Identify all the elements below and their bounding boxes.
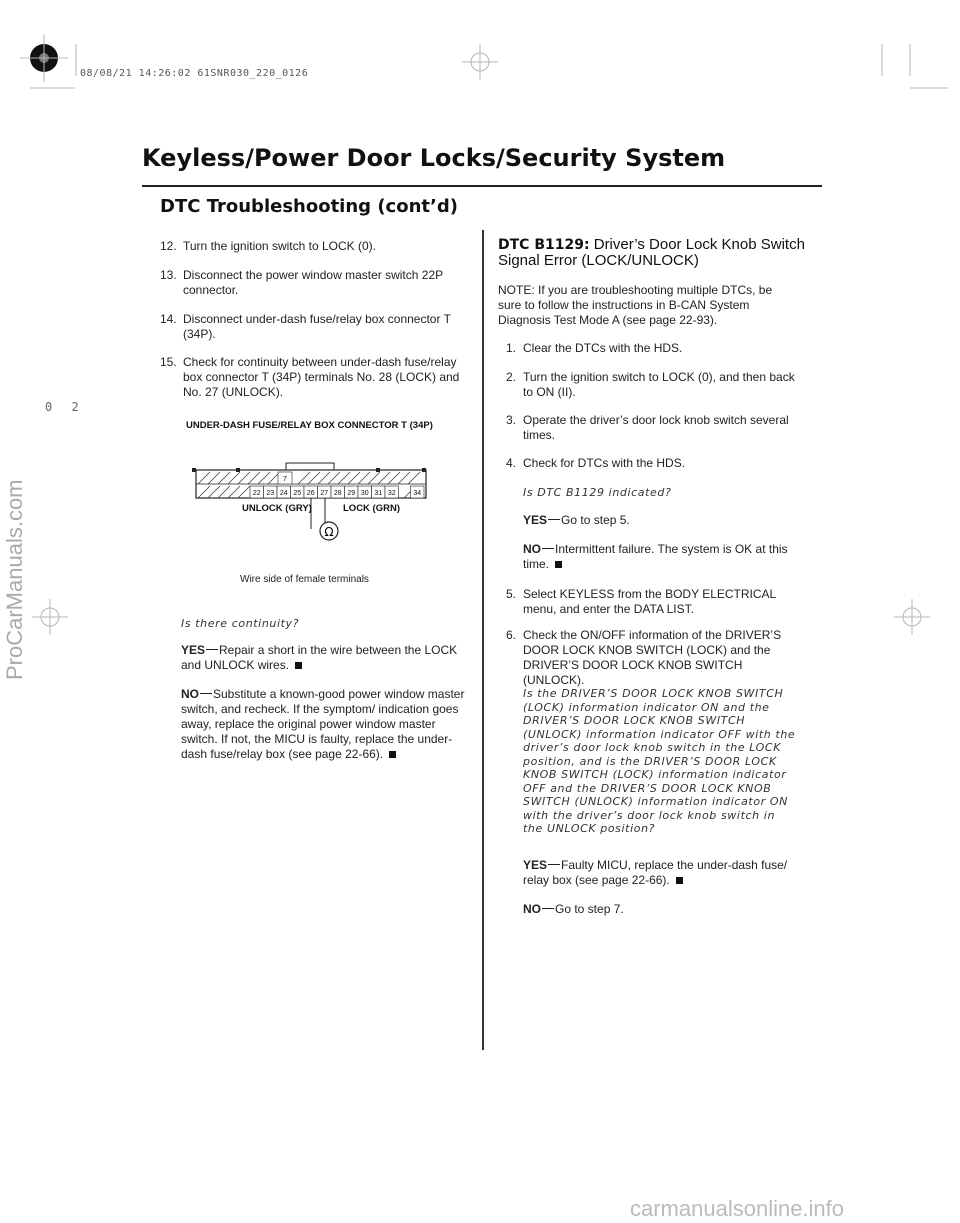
end-mark — [295, 662, 302, 669]
continuity-question: Is there continuity? — [181, 617, 300, 630]
step-2 — [506, 370, 806, 400]
pin-29: 29 — [347, 490, 356, 497]
end-mark — [389, 751, 396, 758]
ohmmeter-symbol: Ω — [324, 525, 334, 539]
pin-28: 28 — [333, 490, 342, 497]
yes-text: Go to step 5. — [561, 513, 630, 527]
step-14 — [160, 312, 460, 342]
step-text: Check the ON/OFF information of the DRIVER’S DOOR LOCK KNOB SWITCH (LOCK) and the DRIVER’S DOOR LOCK KNOB SWITCH (UNLOCK). — [523, 628, 782, 687]
em-dash — [548, 519, 560, 520]
pin-30: 30 — [360, 490, 369, 497]
step-text: Disconnect the power window master switch 22P connector. — [183, 268, 443, 297]
bottom-watermark: carmanualsonline.info — [630, 1196, 845, 1221]
result-no-left — [181, 687, 466, 762]
em-dash — [542, 548, 554, 549]
result-yes-left — [181, 643, 466, 673]
yes-label: YES — [523, 513, 548, 527]
pin-32: 32 — [387, 490, 396, 497]
dtc-code: DTC B1129: — [498, 237, 590, 253]
step-13 — [160, 268, 460, 298]
step-text: Disconnect under-dash fuse/relay box connector T (34P). — [183, 312, 451, 341]
step-number: 2. — [506, 370, 517, 384]
no-text: Go to step 7. — [555, 902, 624, 916]
step-text: Turn the ignition switch to LOCK (0). — [183, 239, 376, 253]
yes-label: YES — [181, 643, 206, 657]
dtc-title: Driver’s Door Lock Knob Switch Signal Error (LOCK/UNLOCK) — [498, 236, 805, 269]
pin-31: 31 — [374, 490, 383, 497]
em-dash — [206, 649, 218, 650]
side-watermark: ProCarManuals.com — [2, 479, 27, 680]
em-dash — [548, 864, 560, 865]
step-text: Check for continuity between under-dash fuse/relay box connector T (34P) terminals No. 28 (LOCK) and No. 27 (UNLOCK). — [183, 355, 460, 399]
pin-25: 25 — [293, 490, 302, 497]
em-dash — [542, 908, 554, 909]
step-number: 12. — [160, 239, 177, 253]
column-divider — [482, 230, 484, 1050]
pin-22: 22 — [252, 490, 261, 497]
step-12 — [160, 239, 460, 254]
step-text: Select KEYLESS from the BODY ELECTRICAL menu, and enter the DATA LIST. — [523, 587, 776, 616]
result-yes-2 — [523, 858, 803, 888]
step-text: Operate the driver’s door lock knob switch several times. — [523, 413, 789, 442]
yes-label: YES — [523, 858, 548, 872]
no-text: Intermittent failure. The system is OK at this time. — [523, 542, 788, 571]
step-number: 6. — [506, 628, 517, 642]
crop-marks — [0, 0, 960, 120]
unlock-wire-label: UNLOCK (GRY) — [242, 503, 312, 514]
result-no-2 — [523, 902, 803, 917]
step-number: 3. — [506, 413, 517, 427]
lock-status-question: Is the DRIVER’S DOOR LOCK KNOB SWITCH (LOCK) information indicator ON and the DRIVER’S DOOR LOCK KNOB SWITCH (UNLOCK) information indicator OFF with the driver’s door lock knob switch in the LOCK position, and is the DRIVER’S DOOR LOCK KNOB SWITCH (LOCK) information indicator OFF and the DRIVER’S DOOR LOCK KNOB SWITCH (UNLOCK) information indicator ON with the driver’s door lock knob switch in the UNLOCK position? — [523, 687, 796, 835]
step-number: 13. — [160, 268, 177, 282]
yes-text: Repair a short in the wire between the LOCK and UNLOCK wires. — [181, 643, 458, 672]
pin-23: 23 — [266, 490, 275, 497]
step-number: 4. — [506, 456, 517, 470]
pin-26: 26 — [306, 490, 315, 497]
no-label: NO — [523, 542, 541, 556]
step-number: 1. — [506, 341, 517, 355]
pin-34: 34 — [413, 490, 422, 497]
no-label: NO — [523, 902, 541, 916]
pin-27: 27 — [320, 490, 329, 497]
no-label: NO — [181, 687, 199, 701]
side-number: 0 2 — [45, 400, 85, 414]
end-mark — [555, 561, 562, 568]
no-text: Substitute a known-good power window master switch, and recheck. If the symptom/ indication goes away, replace the original power window master switch. If not, the MICU is faulty, replace the under-dash fuse/relay box (see page 22-66). — [181, 687, 465, 761]
step-1 — [506, 341, 806, 356]
step-4 — [506, 456, 806, 471]
step-3 — [506, 413, 806, 443]
step-text: Clear the DTCs with the HDS. — [523, 341, 683, 355]
pin-7: 7 — [283, 476, 287, 483]
lock-wire-label: LOCK (GRN) — [343, 503, 400, 514]
result-yes-1 — [523, 513, 803, 528]
dtc-question: Is DTC B1129 indicated? — [523, 486, 672, 499]
step-text: Turn the ignition switch to LOCK (0), and then back to ON (II). — [523, 370, 795, 399]
side-crop-marks — [0, 590, 960, 650]
pin-24: 24 — [279, 490, 288, 497]
step-number: 5. — [506, 587, 517, 601]
print-stamp: 08/08/21 14:26:02 61SNR030_220_0126 — [80, 68, 309, 79]
connector-title: UNDER-DASH FUSE/RELAY BOX CONNECTOR T (34P) — [186, 420, 433, 431]
step-5 — [506, 587, 811, 617]
step-number: 14. — [160, 312, 177, 326]
result-no-1 — [523, 542, 803, 572]
em-dash — [200, 693, 212, 694]
step-6 — [506, 628, 806, 688]
end-mark — [676, 877, 683, 884]
step-text: Check for DTCs with the HDS. — [523, 456, 686, 470]
dtc-heading — [498, 237, 818, 269]
note: NOTE: If you are troubleshooting multiple DTCs, be sure to follow the instructions in B-CAN System Diagnosis Test Mode A (see page 22-93). — [498, 283, 773, 327]
connector-caption: Wire side of female terminals — [240, 574, 369, 585]
section-title: DTC Troubleshooting (cont’d) — [160, 196, 458, 217]
yes-text: Faulty MICU, replace the under-dash fuse/ relay box (see page 22-66). — [523, 858, 788, 887]
page-title: Keyless/Power Door Locks/Security System — [142, 144, 726, 172]
connector-diagram — [190, 455, 440, 555]
title-rule — [142, 185, 822, 187]
step-number: 15. — [160, 355, 177, 369]
step-15 — [160, 355, 460, 400]
